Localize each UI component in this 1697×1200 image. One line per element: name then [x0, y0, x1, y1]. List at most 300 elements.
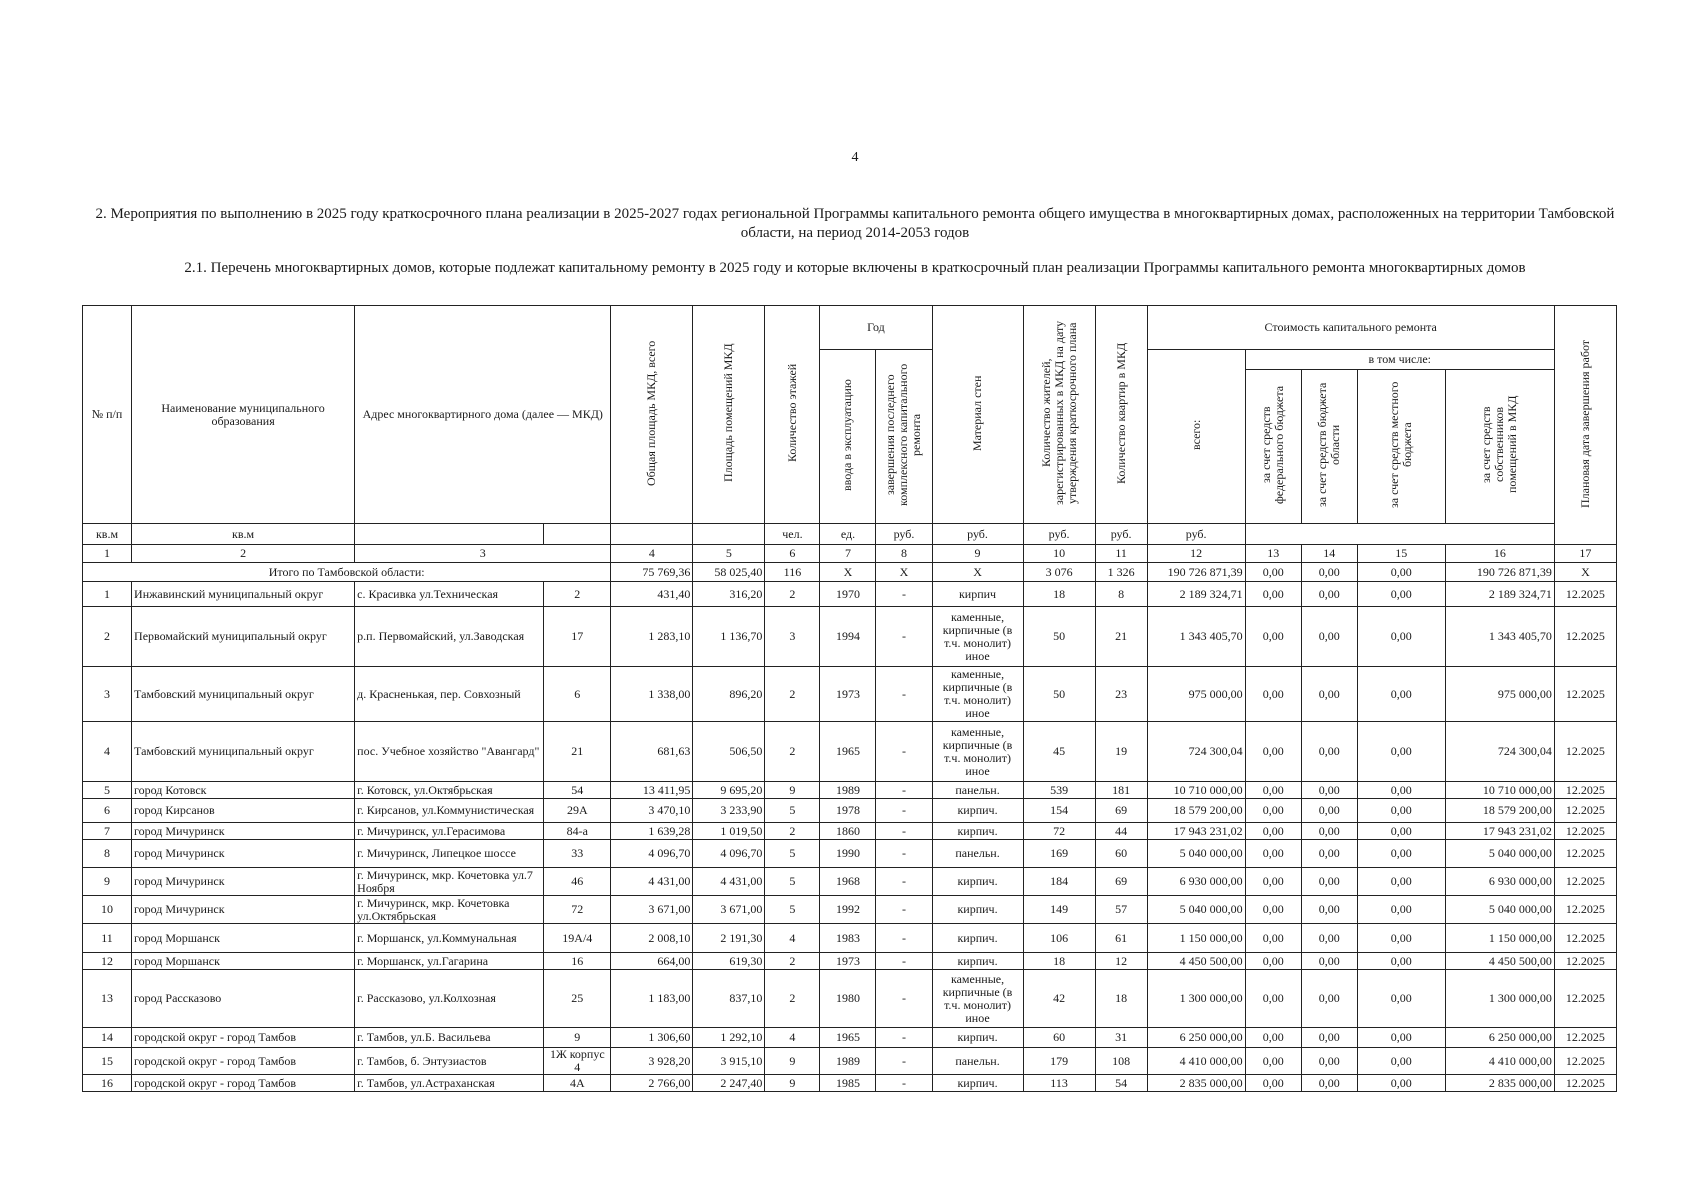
- cost-federal-cell: 0,00: [1245, 924, 1301, 953]
- total-cell: 58 025,40: [693, 563, 765, 582]
- wall-material-cell: каменные, кирпичные (в т.ч. монолит) иное: [932, 667, 1023, 722]
- row-num: 14: [83, 1028, 132, 1048]
- address-cell: г. Моршанск, ул.Гагарина: [355, 953, 544, 970]
- floors-cell: 2: [765, 823, 820, 840]
- residents-cell: 154: [1023, 799, 1095, 823]
- unit-cell: руб.: [1147, 524, 1245, 545]
- header-cost-federal: за счет средств федерального бюджета: [1245, 369, 1301, 523]
- apartments-cell: 19: [1095, 722, 1147, 782]
- total-cell: 0,00: [1245, 563, 1301, 582]
- table-row: [83, 840, 1617, 868]
- apartments-cell: 8: [1095, 582, 1147, 607]
- cost-owners-cell: 724 300,04: [1445, 722, 1554, 782]
- house-cell: 25: [544, 970, 611, 1028]
- premises-area-cell: 3 233,90: [693, 799, 765, 823]
- cost-regional-cell: 0,00: [1301, 799, 1357, 823]
- floors-cell: 9: [765, 782, 820, 799]
- house-cell: 21: [544, 722, 611, 782]
- residents-cell: 179: [1023, 1048, 1095, 1075]
- year-last-repair-cell: -: [876, 896, 932, 924]
- row-num: 8: [83, 840, 132, 868]
- column-number: 14: [1301, 545, 1357, 563]
- cost-federal-cell: 0,00: [1245, 1075, 1301, 1092]
- total-area-cell: 3 470,10: [611, 799, 693, 823]
- residents-cell: 50: [1023, 607, 1095, 667]
- cost-regional-cell: 0,00: [1301, 607, 1357, 667]
- year-last-repair-cell: -: [876, 607, 932, 667]
- cost-owners-cell: 5 040 000,00: [1445, 896, 1554, 924]
- year-last-repair-cell: -: [876, 823, 932, 840]
- wall-material-cell: кирпич: [932, 582, 1023, 607]
- header-wall-material: Материал стен: [932, 306, 1023, 524]
- cost-local-cell: 0,00: [1357, 799, 1445, 823]
- apartments-cell: 69: [1095, 799, 1147, 823]
- cost-owners-cell: 4 410 000,00: [1445, 1048, 1554, 1075]
- column-number: 13: [1245, 545, 1301, 563]
- house-cell: 29А: [544, 799, 611, 823]
- floors-cell: 2: [765, 667, 820, 722]
- year-last-repair-cell: -: [876, 782, 932, 799]
- header-municipality: Наименование муниципального образования: [132, 306, 355, 524]
- house-cell: 6: [544, 667, 611, 722]
- address-cell: д. Красненькая, пер. Совхозный: [355, 667, 544, 722]
- municipality-cell: городской округ - город Тамбов: [132, 1075, 355, 1092]
- wall-material-cell: каменные, кирпичные (в т.ч. монолит) иное: [932, 970, 1023, 1028]
- premises-area-cell: 4 431,00: [693, 868, 765, 896]
- municipality-cell: Первомайский муниципальный округ: [132, 607, 355, 667]
- cost-total-cell: 18 579 200,00: [1147, 799, 1245, 823]
- row-num: 3: [83, 667, 132, 722]
- total-cell: 116: [765, 563, 820, 582]
- address-cell: г. Мичуринск, ул.Герасимова: [355, 823, 544, 840]
- unit-cell: руб.: [1023, 524, 1095, 545]
- year-last-repair-cell: -: [876, 582, 932, 607]
- wall-material-cell: кирпич.: [932, 924, 1023, 953]
- wall-material-cell: панельн.: [932, 1048, 1023, 1075]
- cost-total-cell: 6 930 000,00: [1147, 868, 1245, 896]
- floors-cell: 4: [765, 924, 820, 953]
- cost-local-cell: 0,00: [1357, 970, 1445, 1028]
- row-num: 12: [83, 953, 132, 970]
- planned-date-cell: 12.2025: [1554, 924, 1616, 953]
- year-commissioned-cell: 1994: [820, 607, 876, 667]
- table-row: [83, 953, 1617, 970]
- total-area-cell: 4 096,70: [611, 840, 693, 868]
- header-premises-area: Площадь помещений МКД: [693, 306, 765, 524]
- cost-owners-cell: 6 930 000,00: [1445, 868, 1554, 896]
- total-cell: X: [1554, 563, 1616, 582]
- table-row: [83, 607, 1617, 667]
- cost-owners-cell: 5 040 000,00: [1445, 840, 1554, 868]
- house-cell: 54: [544, 782, 611, 799]
- municipality-cell: город Кирсанов: [132, 799, 355, 823]
- cost-total-cell: 4 450 500,00: [1147, 953, 1245, 970]
- planned-date-cell: 12.2025: [1554, 582, 1616, 607]
- wall-material-cell: каменные, кирпичные (в т.ч. монолит) иное: [932, 722, 1023, 782]
- cost-federal-cell: 0,00: [1245, 799, 1301, 823]
- residents-cell: 18: [1023, 582, 1095, 607]
- wall-material-cell: кирпич.: [932, 823, 1023, 840]
- unit-cell: чел.: [765, 524, 820, 545]
- residents-cell: 45: [1023, 722, 1095, 782]
- municipality-cell: Тамбовский муниципальный округ: [132, 667, 355, 722]
- total-area-cell: 1 338,00: [611, 667, 693, 722]
- cost-federal-cell: 0,00: [1245, 782, 1301, 799]
- total-cell: X: [876, 563, 932, 582]
- cost-owners-cell: 1 150 000,00: [1445, 924, 1554, 953]
- planned-date-cell: 12.2025: [1554, 896, 1616, 924]
- total-cell: 190 726 871,39: [1147, 563, 1245, 582]
- cost-owners-cell: 18 579 200,00: [1445, 799, 1554, 823]
- column-number: 17: [1554, 545, 1616, 563]
- table-row: [83, 782, 1617, 799]
- cost-regional-cell: 0,00: [1301, 667, 1357, 722]
- house-cell: 16: [544, 953, 611, 970]
- house-cell: 46: [544, 868, 611, 896]
- wall-material-cell: кирпич.: [932, 953, 1023, 970]
- table-row: [83, 722, 1617, 782]
- year-commissioned-cell: 1965: [820, 1028, 876, 1048]
- total-area-cell: 1 283,10: [611, 607, 693, 667]
- floors-cell: 3: [765, 607, 820, 667]
- premises-area-cell: 837,10: [693, 970, 765, 1028]
- apartments-cell: 60: [1095, 840, 1147, 868]
- address-cell: г. Тамбов, б. Энтузиастов: [355, 1048, 544, 1075]
- cost-regional-cell: 0,00: [1301, 582, 1357, 607]
- row-num: 4: [83, 722, 132, 782]
- year-last-repair-cell: -: [876, 840, 932, 868]
- total-cell: 0,00: [1357, 563, 1445, 582]
- cost-regional-cell: 0,00: [1301, 953, 1357, 970]
- column-number: 3: [355, 545, 611, 563]
- premises-area-cell: 619,30: [693, 953, 765, 970]
- municipality-cell: город Мичуринск: [132, 896, 355, 924]
- year-commissioned-cell: 1978: [820, 799, 876, 823]
- total-cell: 0,00: [1301, 563, 1357, 582]
- cost-total-cell: 1 300 000,00: [1147, 970, 1245, 1028]
- address-cell: г. Моршанск, ул.Коммунальная: [355, 924, 544, 953]
- wall-material-cell: каменные, кирпичные (в т.ч. монолит) иное: [932, 607, 1023, 667]
- cost-owners-cell: 4 450 500,00: [1445, 953, 1554, 970]
- cost-local-cell: 0,00: [1357, 953, 1445, 970]
- planned-date-cell: 12.2025: [1554, 782, 1616, 799]
- residents-cell: 149: [1023, 896, 1095, 924]
- table-row: [83, 970, 1617, 1028]
- column-number: 5: [693, 545, 765, 563]
- planned-date-cell: 12.2025: [1554, 953, 1616, 970]
- total-area-cell: 3 671,00: [611, 896, 693, 924]
- floors-cell: 2: [765, 582, 820, 607]
- residents-cell: 184: [1023, 868, 1095, 896]
- planned-date-cell: 12.2025: [1554, 840, 1616, 868]
- total-area-cell: 3 928,20: [611, 1048, 693, 1075]
- column-number: 4: [611, 545, 693, 563]
- unit-cell: [611, 524, 693, 545]
- house-cell: 9: [544, 1028, 611, 1048]
- residents-cell: 60: [1023, 1028, 1095, 1048]
- cost-regional-cell: 0,00: [1301, 1028, 1357, 1048]
- municipality-cell: городской округ - город Тамбов: [132, 1048, 355, 1075]
- house-cell: 33: [544, 840, 611, 868]
- table-row: [83, 1048, 1617, 1075]
- municipality-cell: город Рассказово: [132, 970, 355, 1028]
- planned-date-cell: 12.2025: [1554, 1048, 1616, 1075]
- cost-total-cell: 975 000,00: [1147, 667, 1245, 722]
- house-cell: 19А/4: [544, 924, 611, 953]
- cost-federal-cell: 0,00: [1245, 582, 1301, 607]
- total-area-cell: 13 411,95: [611, 782, 693, 799]
- residents-cell: 106: [1023, 924, 1095, 953]
- year-last-repair-cell: -: [876, 953, 932, 970]
- wall-material-cell: панельн.: [932, 782, 1023, 799]
- cost-total-cell: 5 040 000,00: [1147, 896, 1245, 924]
- total-cell: 75 769,36: [611, 563, 693, 582]
- row-num: 1: [83, 582, 132, 607]
- wall-material-cell: кирпич.: [932, 868, 1023, 896]
- header-including: в том числе:: [1245, 350, 1554, 370]
- cost-total-cell: 10 710 000,00: [1147, 782, 1245, 799]
- year-commissioned-cell: 1989: [820, 1048, 876, 1075]
- row-num: 15: [83, 1048, 132, 1075]
- municipality-cell: город Мичуринск: [132, 840, 355, 868]
- unit-cell: кв.м: [83, 524, 132, 545]
- column-number: 11: [1095, 545, 1147, 563]
- wall-material-cell: кирпич.: [932, 799, 1023, 823]
- premises-area-cell: 1 136,70: [693, 607, 765, 667]
- unit-cell: ед.: [820, 524, 876, 545]
- house-cell: 17: [544, 607, 611, 667]
- apartments-cell: 12: [1095, 953, 1147, 970]
- header-cost: Стоимость капитального ремонта: [1147, 306, 1554, 350]
- cost-federal-cell: 0,00: [1245, 607, 1301, 667]
- address-cell: г. Тамбов, ул.Б. Васильева: [355, 1028, 544, 1048]
- column-numbers-row: [83, 545, 1617, 563]
- planned-date-cell: 12.2025: [1554, 722, 1616, 782]
- municipality-cell: город Моршанск: [132, 953, 355, 970]
- house-cell: 1Ж корпус 4: [544, 1048, 611, 1075]
- cost-total-cell: 17 943 231,02: [1147, 823, 1245, 840]
- municipality-cell: Инжавинский муниципальный округ: [132, 582, 355, 607]
- floors-cell: 5: [765, 868, 820, 896]
- cost-local-cell: 0,00: [1357, 722, 1445, 782]
- cost-regional-cell: 0,00: [1301, 722, 1357, 782]
- total-area-cell: 1 639,28: [611, 823, 693, 840]
- floors-cell: 2: [765, 722, 820, 782]
- cost-owners-cell: 975 000,00: [1445, 667, 1554, 722]
- apartments-cell: 18: [1095, 970, 1147, 1028]
- premises-area-cell: 896,20: [693, 667, 765, 722]
- header-apartments: Количество квартир в МКД: [1095, 306, 1147, 524]
- total-area-cell: 4 431,00: [611, 868, 693, 896]
- total-cell: X: [820, 563, 876, 582]
- residents-cell: 50: [1023, 667, 1095, 722]
- column-number: 8: [876, 545, 932, 563]
- floors-cell: 2: [765, 970, 820, 1028]
- planned-date-cell: 12.2025: [1554, 970, 1616, 1028]
- unit-cell: [544, 524, 611, 545]
- cost-owners-cell: 17 943 231,02: [1445, 823, 1554, 840]
- cost-total-cell: 724 300,04: [1147, 722, 1245, 782]
- house-cell: 4А: [544, 1075, 611, 1092]
- table-row: [83, 799, 1617, 823]
- unit-cell: кв.м: [132, 524, 355, 545]
- apartments-cell: 44: [1095, 823, 1147, 840]
- cost-federal-cell: 0,00: [1245, 667, 1301, 722]
- planned-date-cell: 12.2025: [1554, 868, 1616, 896]
- year-commissioned-cell: 1990: [820, 840, 876, 868]
- apartments-cell: 108: [1095, 1048, 1147, 1075]
- planned-date-cell: 12.2025: [1554, 607, 1616, 667]
- residents-cell: 169: [1023, 840, 1095, 868]
- apartments-cell: 31: [1095, 1028, 1147, 1048]
- cost-federal-cell: 0,00: [1245, 970, 1301, 1028]
- year-commissioned-cell: 1989: [820, 782, 876, 799]
- table-row: [83, 823, 1617, 840]
- cost-total-cell: 4 410 000,00: [1147, 1048, 1245, 1075]
- municipality-cell: город Моршанск: [132, 924, 355, 953]
- header-address: Адрес многоквартирного дома (далее — МКД): [355, 306, 611, 524]
- row-num: 9: [83, 868, 132, 896]
- cost-regional-cell: 0,00: [1301, 782, 1357, 799]
- address-cell: г. Мичуринск, Липецкое шоссе: [355, 840, 544, 868]
- column-number: 16: [1445, 545, 1554, 563]
- premises-area-cell: 9 695,20: [693, 782, 765, 799]
- year-last-repair-cell: -: [876, 722, 932, 782]
- total-area-cell: 664,00: [611, 953, 693, 970]
- cost-local-cell: 0,00: [1357, 924, 1445, 953]
- cost-regional-cell: 0,00: [1301, 823, 1357, 840]
- year-last-repair-cell: -: [876, 1075, 932, 1092]
- floors-cell: 4: [765, 1028, 820, 1048]
- municipality-cell: город Мичуринск: [132, 868, 355, 896]
- year-last-repair-cell: -: [876, 924, 932, 953]
- municipality-cell: город Котовск: [132, 782, 355, 799]
- year-commissioned-cell: 1992: [820, 896, 876, 924]
- header-year: Год: [820, 306, 932, 350]
- header-floors: Количество этажей: [765, 306, 820, 524]
- table-row: [83, 582, 1617, 607]
- row-num: 5: [83, 782, 132, 799]
- planned-date-cell: 12.2025: [1554, 1028, 1616, 1048]
- table-row: [83, 868, 1617, 896]
- header-total-area: Общая площадь МКД, всего: [611, 306, 693, 524]
- unit-cell: руб.: [932, 524, 1023, 545]
- premises-area-cell: 1 019,50: [693, 823, 765, 840]
- floors-cell: 2: [765, 953, 820, 970]
- total-row: [83, 563, 1617, 582]
- house-cell: 2: [544, 582, 611, 607]
- table-body: [83, 545, 1617, 1092]
- cost-local-cell: 0,00: [1357, 896, 1445, 924]
- apartments-cell: 23: [1095, 667, 1147, 722]
- cost-federal-cell: 0,00: [1245, 953, 1301, 970]
- year-commissioned-cell: 1965: [820, 722, 876, 782]
- house-cell: 72: [544, 896, 611, 924]
- year-commissioned-cell: 1973: [820, 667, 876, 722]
- cost-total-cell: 2 189 324,71: [1147, 582, 1245, 607]
- premises-area-cell: 316,20: [693, 582, 765, 607]
- year-commissioned-cell: 1985: [820, 1075, 876, 1092]
- cost-local-cell: 0,00: [1357, 607, 1445, 667]
- municipality-cell: город Мичуринск: [132, 823, 355, 840]
- column-number: 2: [132, 545, 355, 563]
- table-row: [83, 896, 1617, 924]
- cost-federal-cell: 0,00: [1245, 1028, 1301, 1048]
- column-number: 12: [1147, 545, 1245, 563]
- planned-date-cell: 12.2025: [1554, 799, 1616, 823]
- cost-regional-cell: 0,00: [1301, 1075, 1357, 1092]
- cost-owners-cell: 2 189 324,71: [1445, 582, 1554, 607]
- year-commissioned-cell: 1970: [820, 582, 876, 607]
- cost-federal-cell: 0,00: [1245, 896, 1301, 924]
- column-number: 6: [765, 545, 820, 563]
- apartments-cell: 57: [1095, 896, 1147, 924]
- year-commissioned-cell: 1973: [820, 953, 876, 970]
- address-cell: г. Мичуринск, мкр. Кочетовка ул.Октябрьская: [355, 896, 544, 924]
- floors-cell: 5: [765, 799, 820, 823]
- cost-federal-cell: 0,00: [1245, 840, 1301, 868]
- house-cell: 84-а: [544, 823, 611, 840]
- planned-date-cell: 12.2025: [1554, 823, 1616, 840]
- floors-cell: 9: [765, 1048, 820, 1075]
- cost-local-cell: 0,00: [1357, 1075, 1445, 1092]
- cost-local-cell: 0,00: [1357, 868, 1445, 896]
- header-num: № п/п: [83, 306, 132, 524]
- premises-area-cell: 2 247,40: [693, 1075, 765, 1092]
- address-cell: с. Красивка ул.Техническая: [355, 582, 544, 607]
- total-area-cell: 2 766,00: [611, 1075, 693, 1092]
- apartments-cell: 21: [1095, 607, 1147, 667]
- row-num: 7: [83, 823, 132, 840]
- year-commissioned-cell: 1860: [820, 823, 876, 840]
- row-num: 13: [83, 970, 132, 1028]
- unit-cell: руб.: [1095, 524, 1147, 545]
- total-cell: 3 076: [1023, 563, 1095, 582]
- apartments-cell: 54: [1095, 1075, 1147, 1092]
- premises-area-cell: 3 915,10: [693, 1048, 765, 1075]
- residents-cell: 113: [1023, 1075, 1095, 1092]
- cost-local-cell: 0,00: [1357, 840, 1445, 868]
- cost-owners-cell: 1 300 000,00: [1445, 970, 1554, 1028]
- cost-owners-cell: 1 343 405,70: [1445, 607, 1554, 667]
- cost-regional-cell: 0,00: [1301, 868, 1357, 896]
- total-area-cell: 1 183,00: [611, 970, 693, 1028]
- municipality-cell: Тамбовский муниципальный округ: [132, 722, 355, 782]
- mkd-repair-table: [82, 305, 1617, 1092]
- total-cell: 190 726 871,39: [1445, 563, 1554, 582]
- total-area-cell: 1 306,60: [611, 1028, 693, 1048]
- year-last-repair-cell: -: [876, 799, 932, 823]
- address-cell: р.п. Первомайский, ул.Заводская: [355, 607, 544, 667]
- section-title: 2. Мероприятия по выполнению в 2025 году краткосрочного плана реализации в 2025-2027 годах региональной Программы капитального ремонта общего имущества в многоквартирных домах, расположенных на территории Тамбовской области, на период 2014-2053 годов: [95, 206, 1615, 241]
- residents-cell: 539: [1023, 782, 1095, 799]
- cost-regional-cell: 0,00: [1301, 840, 1357, 868]
- total-area-cell: 2 008,10: [611, 924, 693, 953]
- cost-owners-cell: 2 835 000,00: [1445, 1075, 1554, 1092]
- premises-area-cell: 506,50: [693, 722, 765, 782]
- total-area-cell: 681,63: [611, 722, 693, 782]
- year-last-repair-cell: -: [876, 970, 932, 1028]
- address-cell: г. Тамбов, ул.Астраханская: [355, 1075, 544, 1092]
- address-cell: г. Рассказово, ул.Колхозная: [355, 970, 544, 1028]
- cost-regional-cell: 0,00: [1301, 970, 1357, 1028]
- header-cost-regional: за счет средств бюджета области: [1301, 369, 1357, 523]
- column-number: 10: [1023, 545, 1095, 563]
- year-last-repair-cell: -: [876, 1028, 932, 1048]
- apartments-cell: 181: [1095, 782, 1147, 799]
- column-number: 9: [932, 545, 1023, 563]
- cost-local-cell: 0,00: [1357, 823, 1445, 840]
